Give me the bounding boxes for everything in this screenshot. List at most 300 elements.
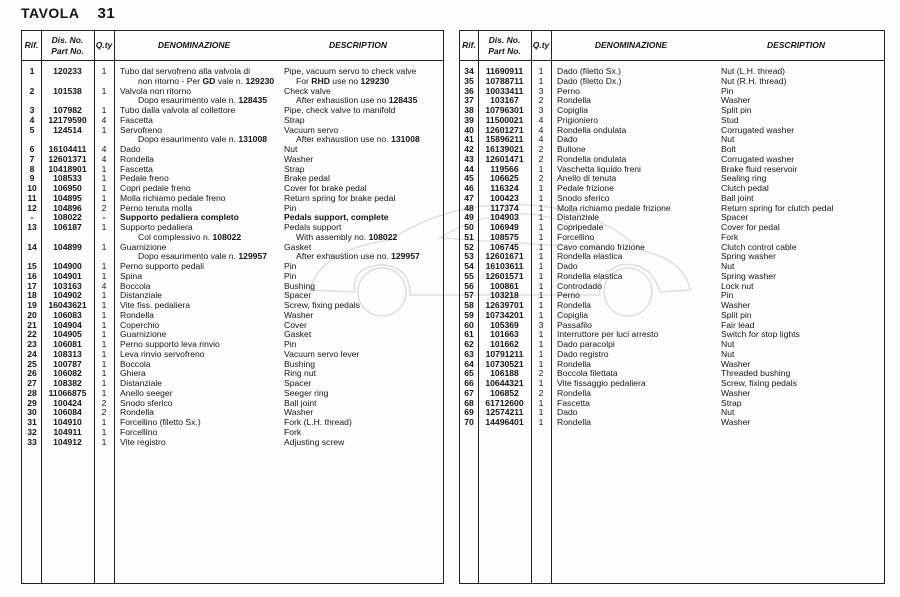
table-row [460, 311, 884, 321]
part-number-cell: 12601671 [485, 251, 524, 262]
part-number-cell: 11500021 [485, 114, 524, 125]
denominazione-cell: Ghiera [120, 368, 146, 379]
denominazione-cell: Rondella [120, 153, 154, 164]
description-cell: Nut [721, 261, 735, 271]
part-number-cell: 104902 [53, 290, 82, 301]
parts-table-right [459, 30, 885, 584]
quantity-cell: 1 [538, 251, 544, 262]
rif-cell: 24 [27, 348, 37, 359]
rif-cell: 59 [464, 309, 474, 320]
denominazione-cell: Valvola non ritorno [120, 85, 192, 96]
quantity-cell: 1 [101, 173, 107, 184]
description-cell: Vacuum servo lever [284, 348, 360, 359]
table-row [460, 418, 884, 428]
description-cell: Strap [284, 163, 305, 174]
header-part-line1: Dis. No. [51, 34, 84, 45]
rif-cell: 53 [464, 251, 474, 262]
rif-cell: 31 [27, 417, 37, 427]
description-cell: Washer [721, 358, 751, 369]
denominazione-cell: Dado (filetto Sx.) [557, 66, 621, 76]
description-cell: Strap [284, 114, 305, 125]
rif-cell: 15 [27, 261, 37, 271]
description-cell: Gasket [284, 241, 312, 252]
denominazione-cell: Fascetta [120, 163, 153, 174]
part-number-cell: 16139021 [485, 144, 524, 154]
description-cell: Screw, fixing pedals [721, 378, 797, 388]
table-row [22, 311, 443, 321]
rif-cell: 50 [464, 222, 474, 232]
rif-cell: 57 [464, 290, 474, 301]
part-number-cell: 104895 [53, 192, 82, 203]
description-cell: Nut [284, 144, 298, 154]
rif-cell: 66 [464, 378, 474, 388]
table-row [460, 360, 884, 370]
part-number-cell: 103167 [490, 95, 519, 106]
quantity-cell: 1 [538, 397, 544, 408]
quantity-cell: 1 [538, 192, 544, 203]
table-row [22, 428, 443, 438]
denominazione-cell: Molla richiamo pedale freno [120, 192, 226, 203]
quantity-cell: 1 [101, 66, 107, 76]
description-cell: Brake fluid reservoir [721, 163, 798, 174]
description-cell: Vacuum servo [284, 124, 339, 135]
denominazione-cell: Dopo esaurimento vale n. 128435 [138, 95, 268, 106]
description-cell: Washer [721, 387, 751, 398]
table-row-note [22, 233, 443, 243]
part-number-cell: 12601271 [485, 124, 524, 135]
description-cell: Fork [284, 426, 302, 437]
rif-cell: 49 [464, 212, 474, 223]
denominazione-cell: Dado [120, 144, 141, 154]
table-row [22, 438, 443, 448]
part-number-cell: 106081 [53, 339, 82, 349]
denominazione-cell: Servofreno [120, 124, 163, 135]
part-number-cell: 104900 [53, 261, 82, 271]
denominazione-cell: Col complessivo n. 108022 [138, 231, 242, 242]
denominazione-cell: Passafilo [557, 319, 592, 330]
denominazione-cell: Bullone [557, 144, 586, 154]
denominazione-cell: Vite fiss. pedaliera [120, 300, 191, 310]
part-number-cell: 61712600 [485, 397, 524, 408]
part-number-cell: 15896211 [485, 134, 524, 145]
rif-cell: 19 [27, 300, 37, 310]
denominazione-cell: Rondella [557, 358, 591, 369]
description-cell: Bushing [284, 358, 316, 369]
quantity-cell: 1 [538, 212, 544, 223]
quantity-cell: - [102, 212, 106, 223]
part-number-cell: 10791211 [485, 348, 524, 359]
part-number-cell: 10730521 [485, 358, 524, 369]
denominazione-cell: Snodo sferico [120, 397, 173, 408]
part-number-cell: 104910 [53, 417, 82, 427]
part-number-cell: 10796301 [485, 105, 524, 115]
description-cell: Spring washer [721, 251, 776, 262]
rif-cell: 33 [27, 436, 37, 447]
rif-cell: 43 [464, 153, 474, 164]
table-row [460, 252, 884, 262]
rif-cell: 12 [27, 202, 37, 213]
part-number-cell: 106084 [53, 407, 82, 418]
rif-cell: 70 [464, 417, 474, 427]
denominazione-cell: Dado [557, 407, 578, 418]
quantity-cell: 1 [101, 270, 107, 281]
rif-cell: 52 [464, 241, 474, 252]
quantity-cell: 2 [101, 202, 107, 213]
denominazione-cell: Perno [557, 85, 580, 96]
header-qty: Q.ty [95, 40, 113, 50]
table-row [460, 77, 884, 87]
description-cell: Spacer [284, 290, 312, 301]
rif-cell: 44 [464, 163, 474, 174]
quantity-cell: 1 [101, 192, 107, 203]
part-number-cell: 10644321 [485, 378, 524, 388]
description-cell: Split pin [721, 309, 752, 320]
denominazione-cell: Distanziale [120, 378, 163, 388]
description-cell: Pin [721, 290, 734, 301]
denominazione-cell: Rondella ondulata [557, 124, 627, 135]
part-number-cell: 12601571 [485, 270, 524, 281]
part-number-cell: 106188 [490, 368, 519, 379]
description-cell: After exhaustion use no 128435 [296, 95, 418, 106]
quantity-cell: 2 [101, 407, 107, 418]
table-row [460, 155, 884, 165]
rif-cell: 9 [29, 173, 35, 184]
description-cell: Nut (R.H. thread) [721, 75, 787, 86]
denominazione-cell: Rondella ondulata [557, 153, 627, 164]
table-row [460, 165, 884, 175]
rif-cell: 21 [27, 319, 37, 330]
description-cell: After exhaustion use no. 131008 [296, 134, 420, 145]
table-row [22, 174, 443, 184]
table-row [22, 272, 443, 282]
part-number-cell: 108533 [53, 173, 82, 184]
denominazione-cell: Perno [557, 290, 580, 301]
part-number-cell: 10033411 [485, 85, 524, 96]
denominazione-cell: Rondella elastica [557, 270, 623, 281]
part-number-cell: 104896 [53, 202, 82, 213]
rif-cell: 69 [464, 407, 474, 418]
table-row [22, 399, 443, 409]
quantity-cell: 1 [101, 163, 107, 174]
table-row [460, 340, 884, 350]
denominazione-cell: Forcellino [557, 231, 595, 242]
quantity-cell: 4 [538, 134, 544, 145]
header-description: DESCRIPTION [328, 40, 388, 50]
denominazione-cell: Tubo dal servofreno alla valvola di [120, 66, 251, 76]
description-cell: Gasket [284, 329, 312, 340]
part-number-cell: 12639701 [485, 300, 524, 310]
quantity-cell: 1 [101, 387, 107, 398]
description-cell: Switch for stop lights [721, 329, 800, 340]
header-denominazione: DENOMINAZIONE [594, 40, 668, 50]
table-row [460, 67, 884, 77]
table-row [460, 126, 884, 136]
description-cell: Pedals support [284, 222, 342, 232]
denominazione-cell: Rondella [120, 407, 154, 418]
part-number-cell: 106950 [53, 183, 82, 193]
table-row [22, 350, 443, 360]
description-cell: Washer [284, 153, 314, 164]
quantity-cell: 1 [538, 163, 544, 174]
quantity-cell: 2 [538, 153, 544, 164]
description-cell: Washer [284, 407, 314, 418]
part-number-cell: 119566 [490, 163, 519, 174]
rif-cell: 38 [464, 105, 474, 115]
denominazione-cell: Prigioniero [557, 114, 599, 125]
quantity-cell: 4 [101, 153, 107, 164]
table-row [22, 262, 443, 272]
part-number-cell: 14496401 [485, 417, 524, 427]
quantity-cell: 1 [101, 348, 107, 359]
denominazione-cell: Rondella [557, 95, 591, 106]
rif-cell: 1 [29, 66, 35, 76]
table-row [22, 194, 443, 204]
denominazione-cell: Rondella [120, 309, 154, 320]
table-row [22, 389, 443, 399]
rif-cell: 8 [29, 163, 35, 174]
description-cell: Spacer [721, 212, 749, 223]
description-cell: Bushing [284, 280, 316, 291]
table-row [460, 87, 884, 97]
page-title [21, 5, 115, 22]
denominazione-cell: Dado (filetto Dx.) [557, 75, 622, 86]
description-cell: Cover for brake pedal [284, 183, 367, 193]
rows-right [460, 67, 884, 428]
part-number-cell: 108313 [53, 348, 82, 359]
rif-cell: 27 [27, 378, 37, 388]
quantity-cell: 1 [538, 270, 544, 281]
rif-cell: 34 [464, 66, 474, 76]
denominazione-cell: Copripedale [557, 222, 604, 232]
quantity-cell: 2 [538, 368, 544, 379]
header-part-no [41, 31, 94, 60]
rif-cell: 65 [464, 368, 474, 379]
description-cell: Pin [284, 202, 297, 213]
denominazione-cell: Dado [557, 134, 578, 145]
table-row [22, 282, 443, 292]
description-cell: Threaded bushing [721, 368, 791, 379]
table-row [22, 369, 443, 379]
denominazione-cell: Rondella [557, 417, 591, 427]
description-cell: Washer [721, 300, 751, 310]
table-row [460, 184, 884, 194]
rif-cell: 2 [29, 85, 35, 96]
denominazione-cell: Guarnizione [120, 329, 167, 340]
quantity-cell: 1 [101, 105, 107, 115]
table-row [460, 204, 884, 214]
quantity-cell: 1 [101, 222, 107, 232]
description-cell: Corrugated washer [721, 153, 795, 164]
rif-cell: 62 [464, 339, 474, 349]
denominazione-cell: Dado [557, 261, 578, 271]
rif-cell: 20 [27, 309, 37, 320]
part-number-cell: 101538 [53, 85, 82, 96]
description-cell: With assembly no. 108022 [296, 231, 398, 242]
part-number-cell: 11690911 [485, 66, 524, 76]
denominazione-cell: Controdado [557, 280, 602, 291]
quantity-cell: 4 [101, 144, 107, 154]
description-cell: Nut [721, 348, 735, 359]
rif-cell: 51 [464, 231, 474, 242]
description-cell: Pin [284, 270, 297, 281]
part-number-cell: 10418901 [48, 163, 87, 174]
quantity-cell: 1 [101, 358, 107, 369]
table-row [460, 272, 884, 282]
header-rif: Rif. [24, 40, 39, 50]
rif-cell: 35 [464, 75, 474, 86]
quantity-cell: 1 [538, 261, 544, 271]
description-cell: Ring nut [284, 368, 317, 379]
quantity-cell: 1 [538, 348, 544, 359]
header-denominazione: DENOMINAZIONE [157, 40, 231, 50]
rif-cell: 64 [464, 358, 474, 369]
description-cell: Washer [284, 309, 314, 320]
rif-cell: 4 [29, 114, 35, 125]
part-number-cell: 16103611 [485, 261, 524, 271]
rif-cell: 42 [464, 144, 474, 154]
denominazione-cell: Vite fissaggio pedaliera [557, 378, 646, 388]
denominazione-cell: Rondella elastica [557, 251, 623, 262]
rif-cell: 48 [464, 202, 474, 213]
header-description: DESCRIPTION [766, 40, 826, 50]
quantity-cell: 1 [101, 436, 107, 447]
quantity-cell: 1 [101, 85, 107, 96]
part-number-cell: 124514 [53, 124, 82, 135]
description-cell: Sealing ring [721, 173, 767, 184]
table-row [460, 106, 884, 116]
description-cell: Fork (L.H. thread) [284, 417, 352, 427]
quantity-cell: 1 [101, 309, 107, 320]
quantity-cell: 4 [538, 114, 544, 125]
rows-left [22, 67, 443, 447]
denominazione-cell: Tubo dalla valvola al collettore [120, 105, 236, 115]
description-cell: Washer [721, 417, 751, 427]
table-row [22, 360, 443, 370]
quantity-cell: 1 [538, 417, 544, 427]
description-cell: Screw, fixing pedals [284, 300, 360, 310]
denominazione-cell: Interruttore per luci arresto [557, 329, 659, 340]
denominazione-cell: Vite registro [120, 436, 166, 447]
part-number-cell: 100861 [490, 280, 519, 291]
description-cell: Return spring for brake pedal [284, 192, 396, 203]
description-cell: Nut (L.H. thread) [721, 66, 785, 76]
description-cell: Pin [721, 85, 734, 96]
part-number-cell: 116324 [490, 183, 519, 193]
description-cell: Spring washer [721, 270, 776, 281]
rif-cell: 18 [27, 290, 37, 301]
description-cell: Cover [284, 319, 307, 330]
part-number-cell: 104903 [490, 212, 519, 223]
denominazione-cell: Perno supporto pedali [120, 261, 205, 271]
description-cell: Check valve [284, 85, 331, 96]
denominazione-cell: Boccola [120, 358, 151, 369]
rif-cell: 6 [29, 144, 35, 154]
rif-cell: 36 [464, 85, 474, 96]
description-cell: Clutch pedal [721, 183, 769, 193]
description-cell: Bolt [721, 144, 736, 154]
table-row [22, 418, 443, 428]
denominazione-cell: Dopo esaurimento vale n. 131008 [138, 134, 268, 145]
quantity-cell: 1 [538, 241, 544, 252]
part-number-cell: 104901 [53, 270, 82, 281]
rif-cell: 56 [464, 280, 474, 291]
rif-cell: 41 [464, 134, 474, 145]
quantity-cell: 1 [538, 407, 544, 418]
rif-cell: 16 [27, 270, 37, 281]
rif-cell: 28 [27, 387, 37, 398]
description-cell: Pipe, check valve to manifold [284, 105, 396, 115]
part-number-cell: 106852 [490, 387, 519, 398]
part-number-cell: 104912 [53, 436, 82, 447]
rif-cell: 60 [464, 319, 474, 330]
rif-cell: 45 [464, 173, 474, 184]
description-cell: Clutch control cable [721, 241, 797, 252]
quantity-cell: 1 [538, 329, 544, 340]
part-number-cell: 106625 [490, 173, 519, 184]
quantity-cell: 2 [538, 144, 544, 154]
rif-cell: 14 [27, 241, 37, 252]
description-cell: Lock nut [721, 280, 754, 291]
rif-cell: 23 [27, 339, 37, 349]
table-row [460, 282, 884, 292]
quantity-cell: 2 [538, 173, 544, 184]
rif-cell: 22 [27, 329, 37, 340]
denominazione-cell: Forcellino (filetto Sx.) [120, 417, 201, 427]
quantity-cell: 1 [101, 378, 107, 388]
part-number-cell: 104904 [53, 319, 82, 330]
denominazione-cell: Spina [120, 270, 142, 281]
part-number-cell: 12574211 [485, 407, 524, 418]
part-number-cell: 108382 [53, 378, 82, 388]
description-cell: After exhaustion use no. 129957 [296, 251, 420, 262]
quantity-cell: 1 [538, 183, 544, 193]
quantity-cell: 4 [101, 114, 107, 125]
part-number-cell: 117374 [490, 202, 519, 213]
part-number-cell: 104899 [53, 241, 82, 252]
description-cell: Strap [721, 397, 742, 408]
quantity-cell: 2 [538, 95, 544, 106]
rif-cell: 58 [464, 300, 474, 310]
quantity-cell: 1 [101, 339, 107, 349]
rif-cell: 39 [464, 114, 474, 125]
denominazione-cell: Molla richiamo pedale frizione [557, 202, 671, 213]
quantity-cell: 1 [538, 358, 544, 369]
denominazione-cell: Dado registro [557, 348, 609, 359]
table-row [22, 330, 443, 340]
quantity-cell: 1 [538, 75, 544, 86]
denominazione-cell: Coperchio [120, 319, 160, 330]
header-part-line2: Part No. [488, 45, 521, 56]
quantity-cell: 1 [101, 426, 107, 437]
quantity-cell: 3 [538, 85, 544, 96]
description-cell: Pin [284, 339, 297, 349]
parts-table-left [21, 30, 444, 584]
part-number-cell: 108575 [490, 231, 519, 242]
quantity-cell: 1 [101, 241, 107, 252]
denominazione-cell: Distanziale [557, 212, 600, 223]
table-row [460, 330, 884, 340]
rif-cell: 11 [27, 192, 37, 203]
rif-cell: 13 [27, 222, 37, 232]
description-cell: Spacer [284, 378, 312, 388]
description-cell: Cover for pedal [721, 222, 780, 232]
quantity-cell: 3 [538, 105, 544, 115]
table-row [22, 165, 443, 175]
denominazione-cell: Copri pedale freno [120, 183, 191, 193]
description-cell: Seeger ring [284, 387, 329, 398]
denominazione-cell: Cavo comando frizione [557, 241, 645, 252]
quantity-cell: 1 [538, 66, 544, 76]
